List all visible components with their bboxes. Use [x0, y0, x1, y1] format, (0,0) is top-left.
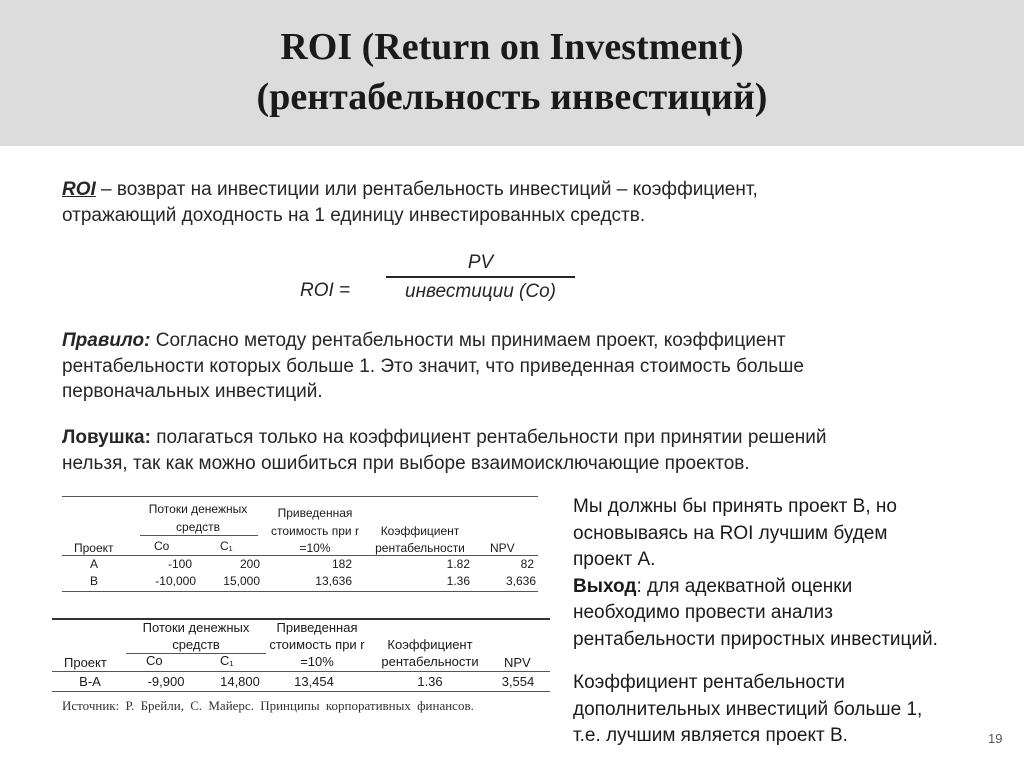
header-pv-line3: =10%	[299, 541, 331, 555]
header-project: Проект	[74, 541, 114, 555]
conclusion-line1: Мы должны бы принять проект В, но	[573, 496, 897, 517]
header-c1: C₁	[220, 653, 234, 668]
rule-line3: первоначальных инвестиций.	[62, 381, 323, 402]
row-b-ratio: 1.36	[446, 574, 470, 588]
row-ba-npv: 3,554	[501, 674, 535, 689]
header-npv: NPV	[490, 541, 515, 555]
conclusion-text	[573, 494, 1013, 653]
trap-line1: полагаться только на коэффициент рентабельности при принятии решений	[150, 427, 827, 448]
header-flows-line1: Потоки денежных	[142, 620, 250, 635]
header-ratio-line1: Коэффициент	[387, 637, 473, 652]
slide-title-line1: ROI (Return on Investment)	[280, 26, 744, 68]
rule-line2: рентабельности которых больше 1. Это значит, что приведенная стоимость больше	[62, 355, 804, 377]
header-flows-line2: средств	[176, 520, 220, 534]
row-ba-pv: 13,454	[294, 674, 334, 689]
row-ba-project: B-A	[79, 674, 101, 689]
conclusion-line4: : для адекватной оценки	[636, 575, 853, 597]
definition-paragraph	[62, 177, 992, 228]
slide-title-line2: (рентабельность инвестиций)	[256, 76, 768, 118]
row-a-c1: 200	[239, 557, 260, 571]
trap-paragraph	[62, 425, 992, 476]
trap-line2: нельзя, так как можно ошибиться при выборе взаимоисключающие проектов.	[62, 452, 750, 474]
header-flows-line1: Потоки денежных	[148, 502, 248, 516]
table-bottom-rule	[52, 691, 550, 692]
header-ratio-line2: рентабельности	[381, 654, 479, 669]
header-project: Проект	[64, 655, 107, 670]
page-number: 19	[988, 731, 1003, 746]
header-flows-line2: средств	[172, 637, 220, 652]
header-pv-line1: Приведенная	[277, 506, 353, 520]
formula-lhs: ROI =	[300, 280, 351, 301]
header-bottom-rule	[62, 555, 538, 556]
header-flows-underline	[140, 535, 258, 536]
incremental-table	[52, 616, 550, 694]
conclusion-line5: необходимо провести анализ	[573, 602, 833, 623]
formula-numerator: PV	[467, 252, 494, 273]
header-ratio-line1: Коэффициент	[380, 524, 460, 538]
rule-line1: Согласно методу рентабельности мы принимаем проект, коэффициент	[150, 330, 786, 351]
source-citation: Источник: Р. Брейли, С. Майерс. Принципы корпоративных финансов.	[62, 698, 474, 713]
header-pv-line1: Приведенная	[276, 620, 358, 635]
row-b-c1: 15,000	[223, 574, 260, 588]
header-ratio-line2: рентабельности	[375, 541, 465, 555]
row-a-c0: -100	[167, 557, 192, 571]
header-npv: NPV	[504, 655, 531, 670]
conclusion-line6: рентабельности приростных инвестиций.	[573, 628, 938, 650]
formula-denominator: инвестиции (Со)	[405, 281, 556, 302]
header-c0: Co	[146, 653, 163, 668]
conclusion-line3: проект А.	[573, 549, 656, 570]
header-c1: C₁	[220, 539, 233, 553]
header-pv-line3: =10%	[300, 654, 334, 669]
formula-fraction-bar	[386, 276, 575, 278]
row-b-c0: -10,000	[155, 574, 196, 588]
header-pv-line2: стоимость при r	[271, 524, 359, 538]
exit-label: Выход	[573, 575, 637, 597]
incremental-conclusion	[573, 670, 1013, 750]
rule-paragraph	[62, 328, 992, 405]
header-bottom-rule	[52, 671, 550, 672]
row-a-ratio: 1.82	[446, 557, 470, 571]
title-banner	[0, 0, 1024, 146]
row-ba-c0: -9,900	[147, 674, 185, 689]
row-b-npv: 3,636	[505, 574, 536, 588]
row-ba-ratio: 1.36	[417, 674, 443, 689]
conclusion-line7: Коэффициент рентабельности	[573, 672, 845, 693]
row-a-npv: 82	[520, 557, 534, 571]
header-c0: Co	[154, 539, 170, 553]
definition-text-line2: отражающий доходность на 1 единицу инвестированных средств.	[62, 204, 646, 226]
conclusion-line9: т.е. лучшим является проект В.	[573, 725, 848, 746]
definition-term: ROI	[62, 179, 96, 200]
row-ba-c1: 14,800	[220, 674, 260, 689]
table-bottom-rule	[62, 591, 538, 592]
header-pv-line2: стоимость при r	[269, 637, 365, 652]
rule-label: Правило:	[62, 330, 151, 351]
row-b-pv: 13,636	[315, 574, 352, 588]
projects-table	[62, 494, 538, 594]
row-a-pv: 182	[331, 557, 352, 571]
row-b-project: B	[89, 574, 98, 588]
conclusion-line8: дополнительных инвестиций больше 1,	[573, 698, 923, 720]
table-top-rule	[62, 496, 538, 497]
definition-text-line1: – возврат на инвестиции или рентабельность инвестиций – коэффициент,	[95, 179, 758, 200]
trap-label: Ловушка:	[62, 427, 151, 448]
row-a-project: A	[89, 557, 98, 571]
conclusion-line2: основываясь на ROI лучшим будем	[573, 522, 888, 544]
